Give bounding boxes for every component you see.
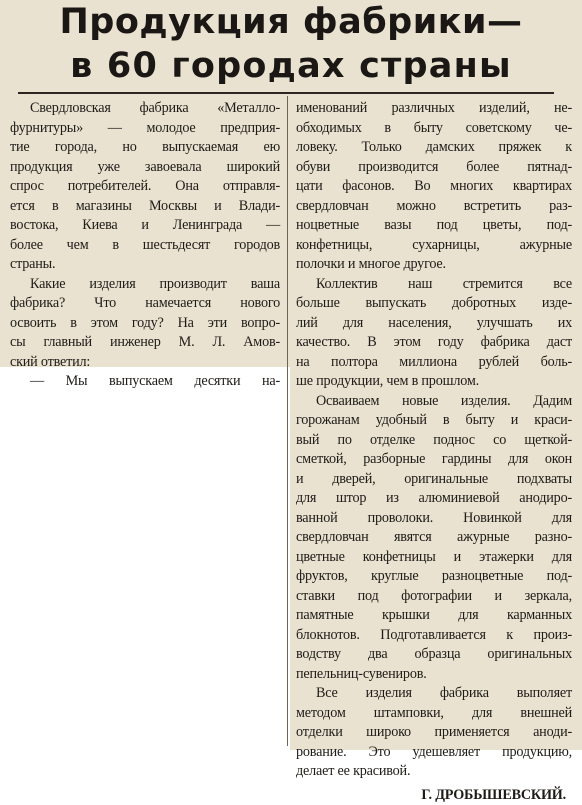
right-column [296,99,572,805]
article-line: фруктов, круглые разноцветные под- [296,567,572,587]
article-paragraph [10,275,280,373]
article-line: Все изделия фабрика выполяет [296,684,572,704]
article-line: ловеку. Только дамских пряжек к [296,138,572,158]
article-line: более чем в шестьдесят городов [10,236,280,256]
article-line: ский ответил: [10,353,280,373]
headline-line-1: Продукция фабрики— [0,2,582,42]
article-line: ется в магазины Москвы и Влади- [10,197,280,217]
article-line: рование. Это удешевляет продукцию, [296,743,572,763]
article-line: цветные конфетницы и этажерки для [296,548,572,568]
headline-rule [18,92,554,94]
article-paragraph [296,392,572,685]
article-line: больше выпускать добротных изде- [296,294,572,314]
left-column [10,99,280,392]
article-paragraph [296,275,572,392]
article-line: вый по отделке поднос со щеткой- [296,431,572,451]
article-line: тие города, но выпускаемая ею [10,138,280,158]
article-line: фурнитуры» — молодое предприя- [10,119,280,139]
article-paragraph [10,372,280,392]
author-signature: Г. ДРОБЫШЕВСКИЙ. [296,786,572,805]
article-line: страны. [10,255,280,275]
article-line: водству два образца оригинальных [296,645,572,665]
article-line: обходимых в быту советскому че- [296,119,572,139]
article-line: ставки под фотографии и зеркала, [296,587,572,607]
article-line: пепельниц-сувениров. [296,665,572,685]
article-paragraph [10,99,280,275]
article-line: ванной проволоки. Новинкой для [296,509,572,529]
article-line: спрос потребителей. Она отправля- [10,177,280,197]
article-line: Осваиваем новые изделия. Дадим [296,392,572,412]
article-line: и дверей, оригинальные подхваты [296,470,572,490]
article-line: качество. В этом году фабрика даст [296,333,572,353]
article-line: памятные крышки для карманных [296,606,572,626]
article-line: фабрика? Что намечается нового [10,294,280,314]
article-line: лий для населения, улучшать их [296,314,572,334]
headline-line-2: в 60 городах страны [0,46,582,86]
article-line: горожанам удобный в быту и краси- [296,411,572,431]
article-line: отделки широко применяется аноди- [296,723,572,743]
article-line: Какие изделия производит ваша [10,275,280,295]
article-line: Свердловская фабрика «Металло- [10,99,280,119]
article-paragraph [296,99,572,275]
article-line: свердловчан можно встретить раз- [296,197,572,217]
article-line: сы главный инженер М. Л. Амов- [10,333,280,353]
article-line: именований различных изделий, не- [296,99,572,119]
column-divider [287,96,288,746]
article-line: цати фасонов. Во многих квартирах [296,177,572,197]
article-line: полочки и многое другое. [296,255,572,275]
article-line: конфетницы, сухарницы, ажурные [296,236,572,256]
article-line: — Мы выпускаем десятки на- [10,372,280,392]
article-line: делает ее красивой. [296,762,572,782]
article-line: обуви производится более пятнад- [296,158,572,178]
article-line: для штор из алюминиевой анодиро- [296,489,572,509]
article-line: ше продукции, чем в прошлом. [296,372,572,392]
article-line: Коллектив наш стремится все [296,275,572,295]
article-line: блокнотов. Подготавливается к произ- [296,626,572,646]
article-line: продукция уже завоевала широкий [10,158,280,178]
article-line: на полтора миллиона рублей боль- [296,353,572,373]
article-line: востока, Киева и Ленинграда — [10,216,280,236]
article-line: освоить в этом году? На эти вопро- [10,314,280,334]
article-line: свердловчан явятся ажурные разно- [296,528,572,548]
article-line: ноцветные вазы под цветы, под- [296,216,572,236]
article-line: методом штамповки, для внешней [296,704,572,724]
article-line: сметкой, разборные гардины для окон [296,450,572,470]
article-paragraph [296,684,572,782]
